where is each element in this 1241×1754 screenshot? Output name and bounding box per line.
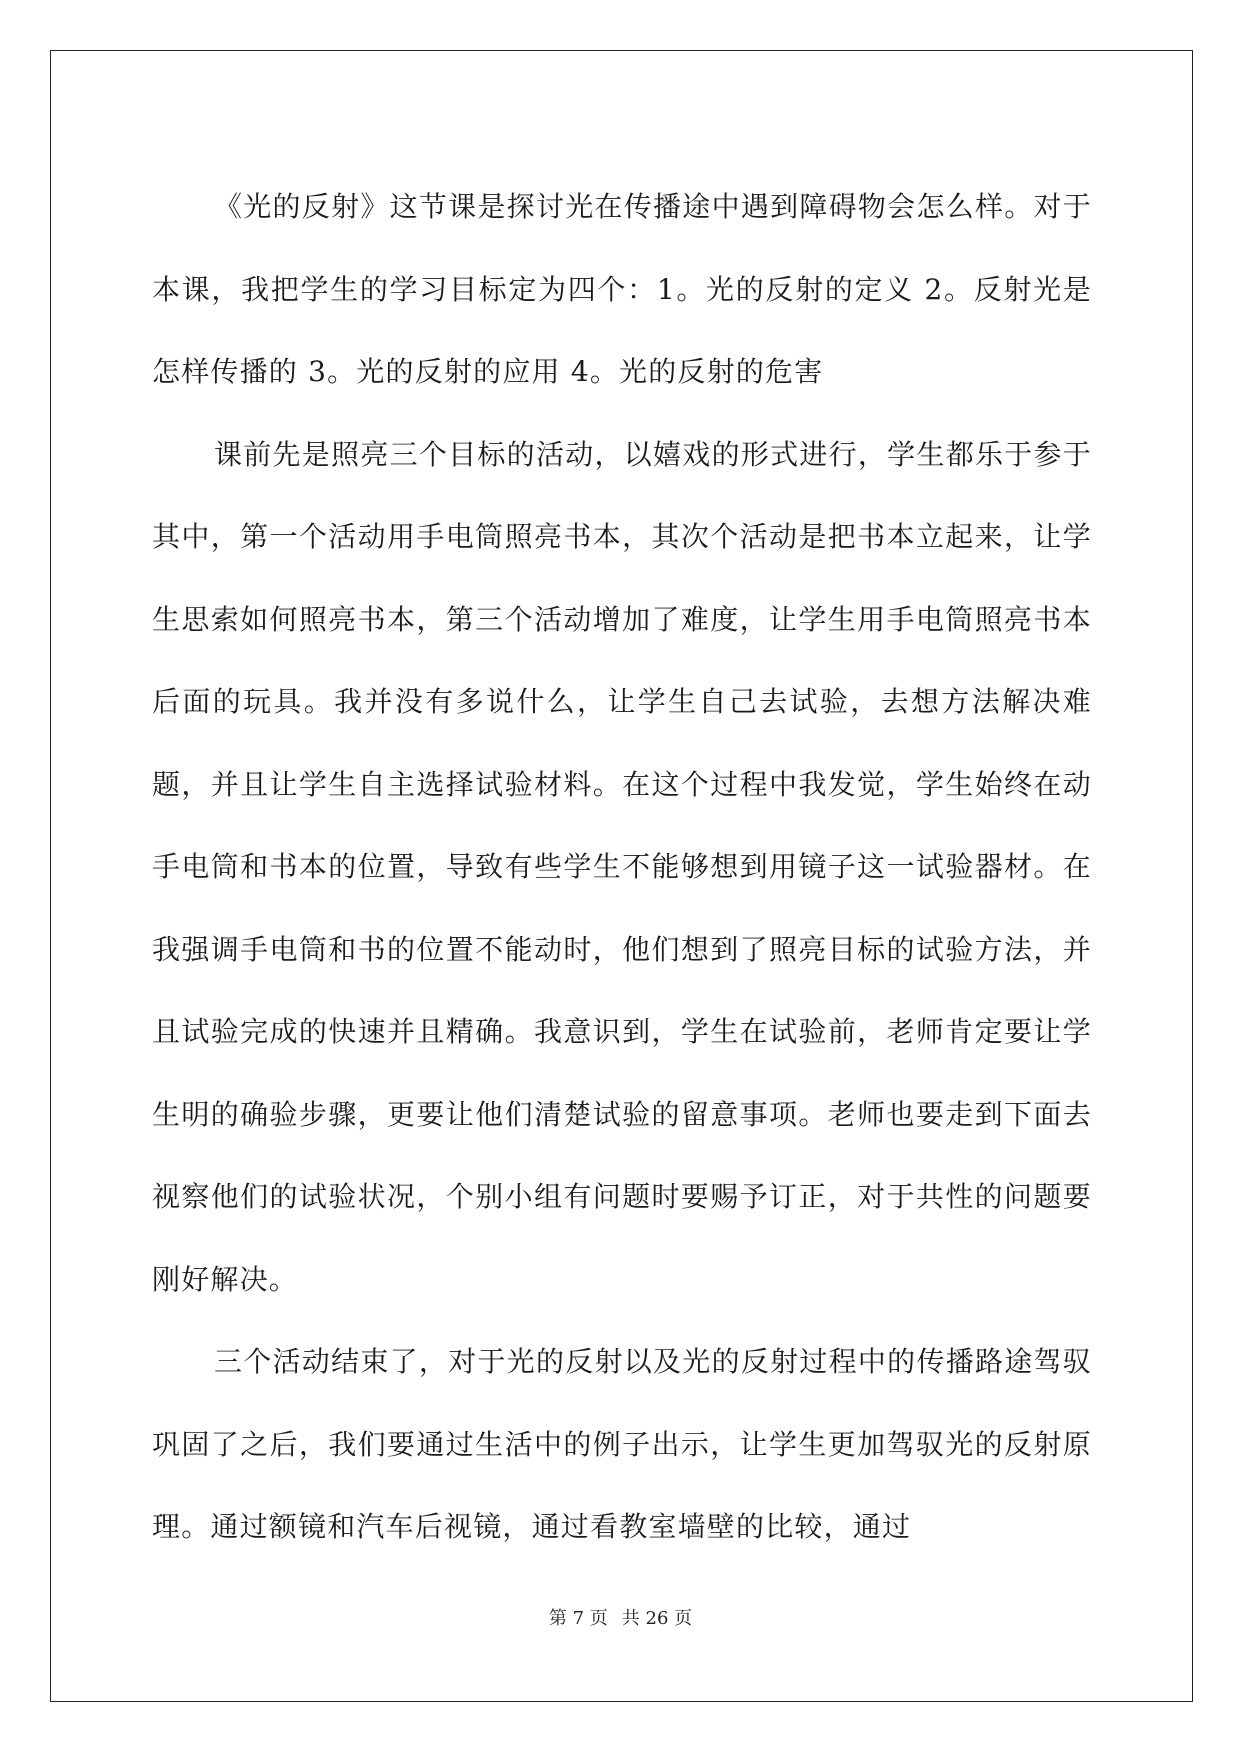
paragraph-1: 《光的反射》这节课是探讨光在传播途中遇到障碍物会怎么样。对于本课，我把学生的学习目标定为四个：1。光的反射的定义 2。反射光是怎样传播的 3。光的反射的应用 4。光的反射的危害 — [152, 190, 1092, 388]
page-footer — [0, 1607, 1241, 1631]
page-number: 第 7 页 — [548, 1608, 608, 1629]
paragraph-3: 三个活动结束了，对于光的反射以及光的反射过程中的传播路途驾驭巩固了之后，我们要通过生活中的例子出示，让学生更加驾驭光的反射原理。通过额镜和汽车后视镜，通过看教室墙壁的比较，通过 — [152, 1345, 1092, 1543]
document-body — [152, 166, 1092, 1569]
page-total: 共 26 页 — [621, 1608, 693, 1629]
paragraph-2: 课前先是照亮三个目标的活动，以嬉戏的形式进行，学生都乐于参于其中，第一个活动用手电筒照亮书本，其次个活动是把书本立起来，让学生思索如何照亮书本，第三个活动增加了难度，让学生用手电筒照亮书本后面的玩具。我并没有多说什么，让学生自己去试验，去想方法解决难题，并且让学生自主选择试验材料。在这个过程中我发觉，学生始终在动手电筒和书本的位置，导致有些学生不能够想到用镜子这一试验器材。在我强调手电筒和书的位置不能动时，他们想到了照亮目标的试验方法，并且试验完成的快速并且精确。我意识到，学生在试验前，老师肯定要让学生明的确验步骤，更要让他们清楚试验的留意事项。老师也要走到下面去视察他们的试验状况，个别小组有问题时要赐予订正，对于共性的问题要刚好解决。 — [152, 437, 1092, 1296]
